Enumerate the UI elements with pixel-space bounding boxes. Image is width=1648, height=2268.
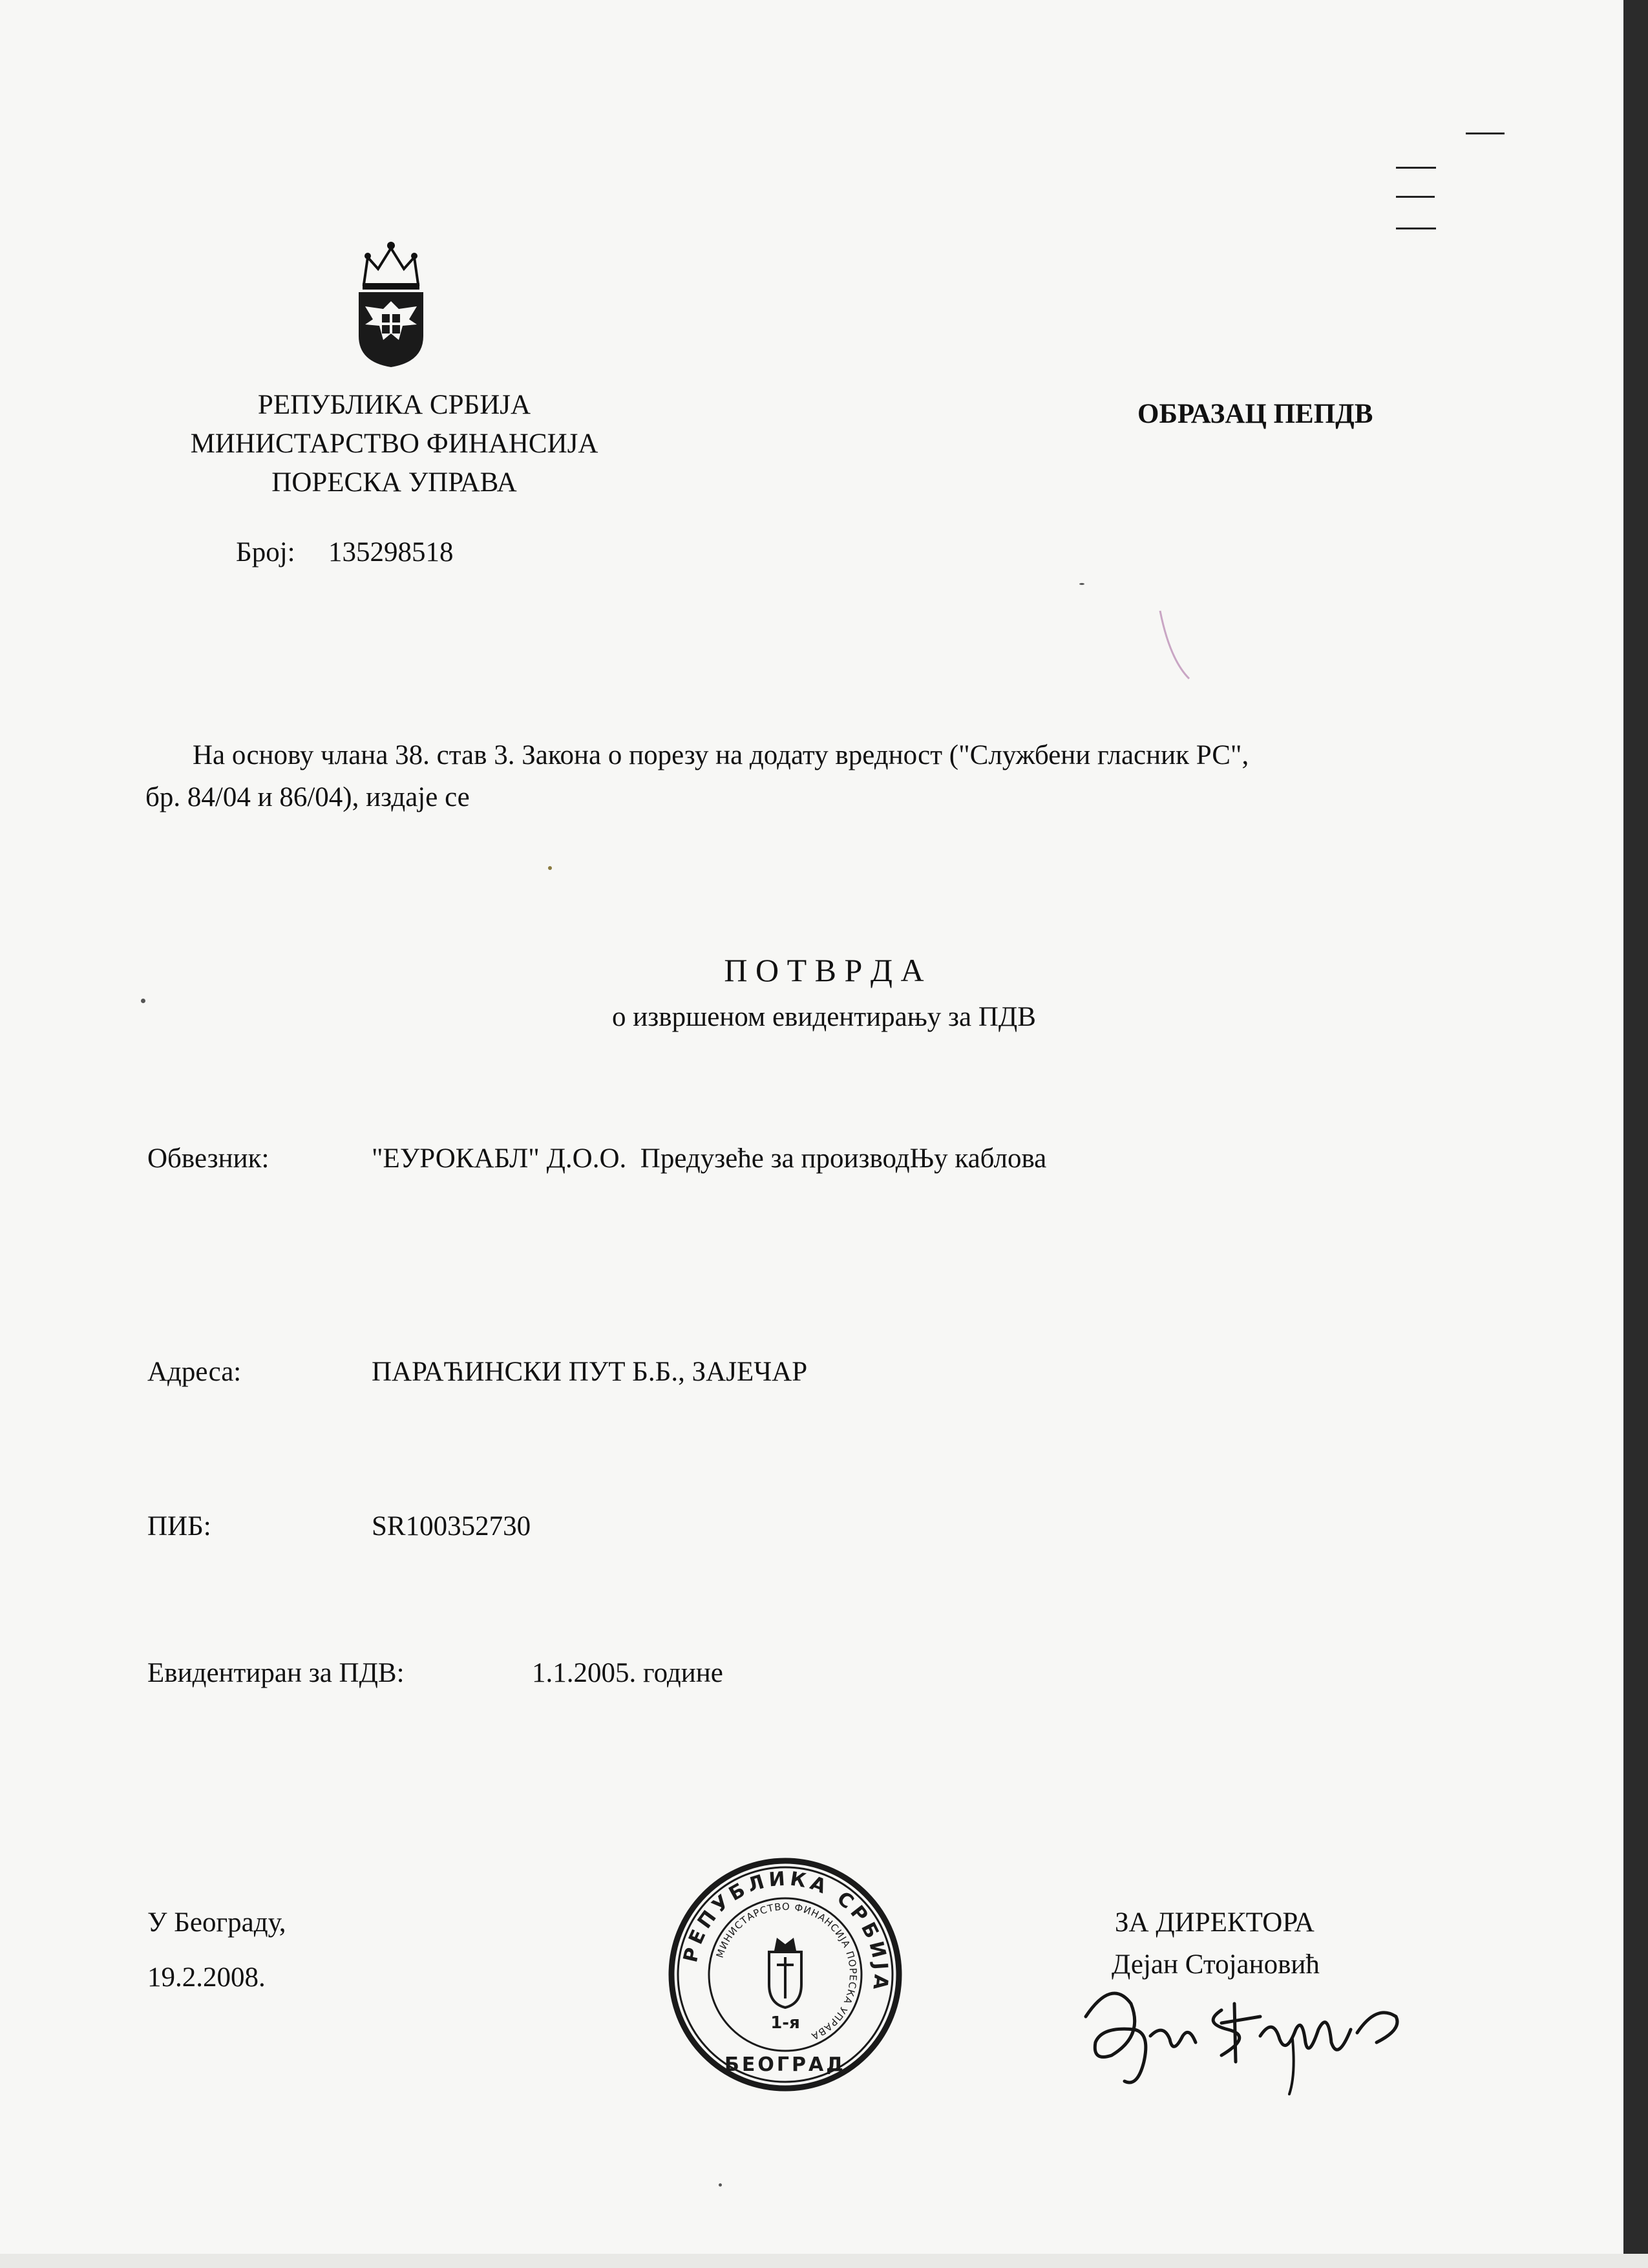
scan-speck — [548, 866, 552, 870]
number-value: 135298518 — [328, 537, 454, 567]
preamble-line-1: На основу члана 38. став 3. Закона о порезу на додату вредност ("Службени гласник РС", — [193, 740, 1249, 770]
preamble-line-2: бр. 84/04 и 86/04), издаје се — [145, 782, 470, 812]
scan-mark — [1157, 608, 1196, 685]
margin-mark — [1396, 196, 1435, 198]
ministry-title: МИНИСТАРСТВО ФИНАНСИЈА — [190, 429, 598, 459]
seal-outer-text: РЕПУБЛИКА СРБИЈА — [679, 1867, 893, 1995]
date: 19.2.2008. — [147, 1962, 266, 1993]
registered-value: 1.1.2005. године — [532, 1658, 723, 1688]
scan-edge-right — [1623, 0, 1648, 2268]
pib-label: ПИБ: — [147, 1511, 211, 1542]
margin-mark — [1466, 132, 1505, 134]
serbian-coat-of-arms-icon — [352, 239, 430, 368]
margin-mark — [1396, 228, 1436, 229]
scan-speck — [141, 999, 145, 1003]
number-label: Број: — [236, 537, 295, 567]
seal-inner-text: МИНИСТАРСТВО ФИНАНСИЈА ПОРЕСКА УПРАВА — [713, 1900, 860, 2042]
margin-mark — [1396, 167, 1436, 169]
signatory-name: Дејан Стојановић — [1112, 1949, 1320, 1980]
signature-icon — [1073, 1965, 1409, 2101]
pib-value: SR100352730 — [372, 1511, 531, 1542]
scan-speck — [719, 2183, 722, 2187]
registered-label: Евидентиран за ПДВ: — [147, 1658, 405, 1688]
seal-number: 1-я — [770, 2013, 800, 2033]
address-label: Адреса: — [147, 1357, 242, 1387]
place: У Београду, — [147, 1907, 286, 1938]
taxpayer-label: Обвезник: — [147, 1143, 269, 1174]
scan-speck — [1079, 583, 1084, 585]
taxpayer-value: "ЕУРОКАБЛ" Д.О.О. Предузеће за производЊу каблова — [372, 1143, 1047, 1174]
address-value: ПАРАЋИНСКИ ПУТ Б.Б., ЗАЈЕЧАР — [372, 1357, 808, 1387]
administration-title: ПОРЕСКА УПРАВА — [271, 467, 517, 498]
document-subtitle: о извршеном евидентирању за ПДВ — [612, 1002, 1036, 1032]
official-seal-icon — [666, 1855, 905, 2094]
seal-city: БЕОГРАД — [724, 2053, 846, 2076]
for-director: ЗА ДИРЕКТОРА — [1115, 1907, 1315, 1938]
form-code: ОБРАЗАЦ ПЕПДВ — [1137, 399, 1373, 429]
scan-edge-bottom — [0, 2254, 1648, 2268]
republic-title: РЕПУБЛИКА СРБИЈА — [257, 390, 531, 420]
document-title: П О Т В Р Д А — [724, 952, 924, 988]
